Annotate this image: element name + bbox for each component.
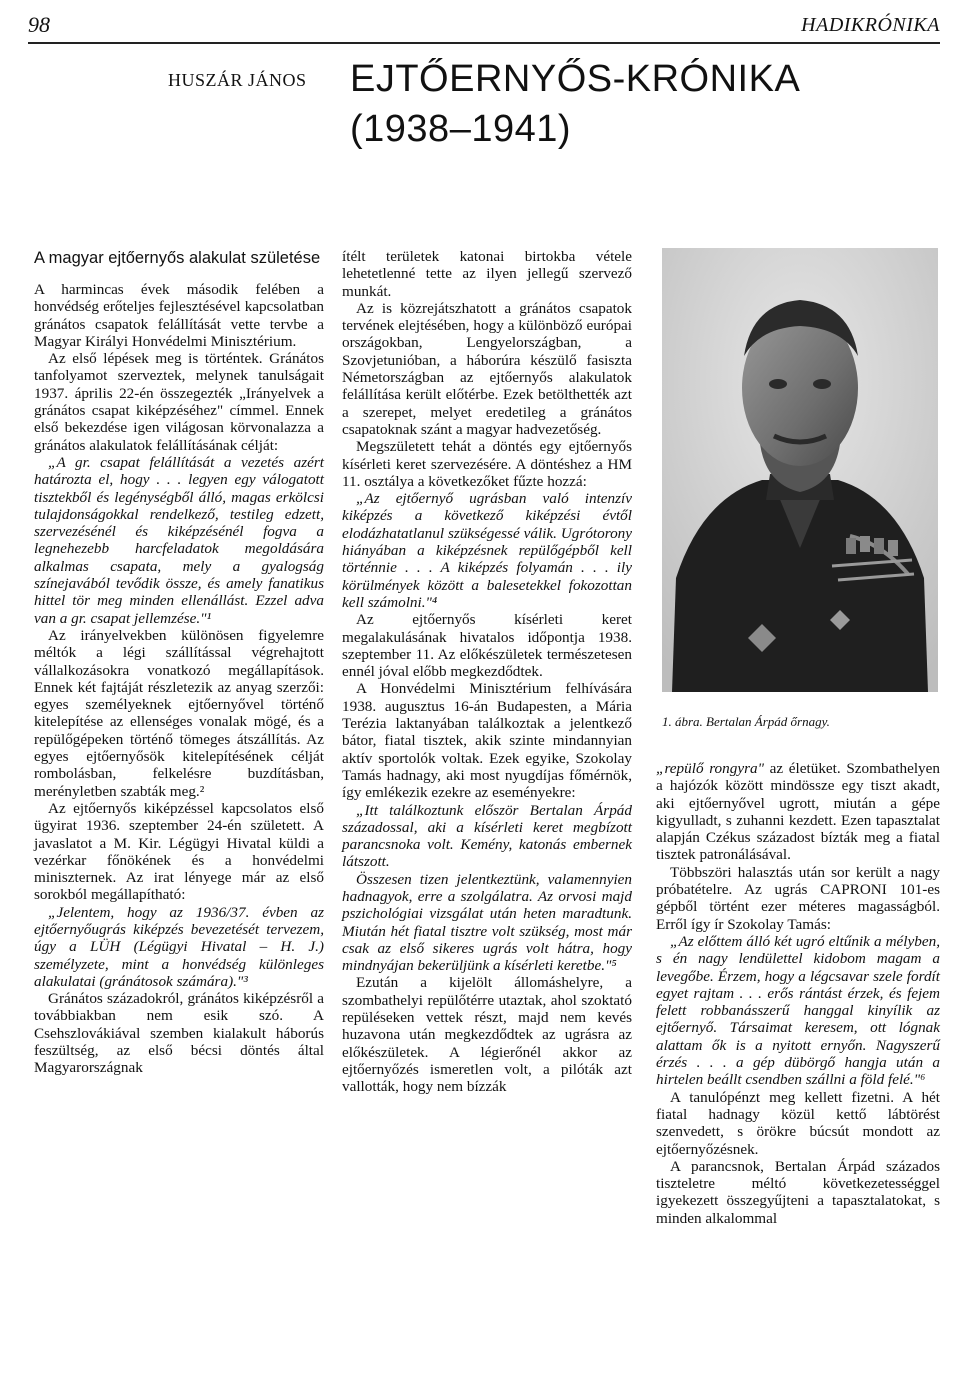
paragraph: Az irányelvekben különösen figyelemre méltók a légi szállítással végrehajtott vállalkozásokra vonatkozó megállapítások. Ennek két fajtáját részletezik az anyag szerzői: egyes személyeknek ejtőernyővel történő kitelepítése az ellenséges vonalak mögé, és a repülőgépeken történő tömeges átszállítás. Az egyes ejtőernyősök kitelepítésének célját rombolásban, felkelésre buzdításban, merényletben szabták meg.² [34,626,324,800]
paragraph: Az ejtőernyős kísérleti keret megalakulásának hivatalos időpontja 1938. szeptember 11. Az előkészületek természetesen ennél jóval előbb megkezdődtek. [342,611,632,681]
portrait-illustration [662,248,938,692]
paragraph: Az ejtőernyős kiképzéssel kapcsolatos első ügyirat 1936. szeptember 24-én született. A javaslatot a M. Kir. Légügyi Hivatal küldi a vezérkar főnökének és a honvédelmi miniszternek. Az irat lényege már az első sorokból megállapítható: [34,799,324,904]
quotation: Összesen tizen jelentkeztünk, valamennyien hadnagyok, erre a szolgálatra. Az orvosi majd pszichológiai vizsgálat után heten maradtunk. Miután hét fiatal tisztre volt szükség, most már csak az első sikeres ugrás volt hátra, hogy mindnyájan bekerüljünk a kísérleti keretbe."⁵ [342,870,632,975]
quotation: „Jelentem, hogy az 1936/37. évben az ejtőernyőugrás kiképzés bevezetését tervezem, úgy a LÜH (Légügyi Hivatal – H. J.) személyzete, mint a honvédség különleges alakulatai (gránátosok számára)."³ [34,903,324,990]
paragraph: A Honvédelmi Minisztérium felhívására 1938. augusztus 16-án Budapesten, a Mária Terézia laktanyában találkoztak a jelentkező bátor, fiatal tisztek, akik szinte mindannyian aktív sportolók voltak. Ezek egyike, Szokolay Tamás hadnagy, aki most nyugdíjas főmérnök, így emlékezik ezekre az eseményekre: [342,680,632,802]
photo-caption: 1. ábra. Bertalan Árpád őrnagy. [662,714,830,729]
paragraph: A harmincas évek második felében a honvédség erőteljes fejlesztésével kapcsolatban gránátos csapatok felállítását vette tervbe a Magyar Királyi Honvédelmi Minisztérium. [34,281,324,350]
paragraph: A tanulópénzt meg kellett fizetni. A hét fiatal hadnagy közül kettő lábtörést szenvedett, s örökre búcsút mondott az ejtőernyőzésnek. [656,1088,940,1158]
article-title-line-1: EJTŐERNYŐS-KRÓNIKA [350,58,801,100]
paragraph: A parancsnok, Bertalan Árpád százados tiszteletre méltó következetességgel igyekezett összegyűjteni a tapasztalatokat, s minden alkalommal [656,1157,940,1227]
quotation: „A gr. csapat felállítását a vezetés azért határozta el, hogy . . . legyen egy válogatott tisztekből és legénységből álló, magas erkölcsi tulajdonságokkal rendelkező, testileg edzett, szervezésénél és kiképzésénél fogva a legnehezebb harcfeladatok megoldására alkalmas csapata, mely a gyalogság színejavából tevődik össze, és amely fanatikus hittel tör meg minden ellenállást. Ezzel adva van a gr. csapat jellemzése."¹ [34,453,324,627]
paragraph: Ezután a kijelölt állomáshelyre, a szombathelyi repülőtérre utaztak, ahol szoktató repüléseken vettek részt, majd nem kevés huzavona után megkezdődtek az ugrásra az előkészületek. A légierőnél akkor az ejtőernyőzés ismeretlen volt, a pilóták azt vallották, hogy nem bízzák [342,974,632,1096]
paragraph: ítélt területek katonai birtokba vétele lehetetlenné tette az ilyen jellegű szervező munkát. [342,248,632,300]
quotation: „Az előttem álló két ugró eltűnik a mélyben, s én nagy lendülettel kidobom magam a levegőbe. Érzem, hogy a légcsavar szele fordít egyet rajtam . . . erős rántást érzek, és fejem felett robbanásszerű hanggal kinyílik az ejtőernyő. Társaimat keresem, ott lógnak alattam ők is a nyitott ernyőn. Nagyszerű érzés . . . a gép dübörgő hangja után a hirtelen beállt csendben szállni a föld felé."⁶ [656,932,940,1089]
quotation: „Itt találkoztunk először Bertalan Árpád századossal, aki a kísérleti keret megbízott parancsnoka volt. Kemény, katonás embernek látszott. [342,801,632,871]
page-number: 98 [28,12,50,37]
text-column-1 [34,248,324,1077]
inline-quote: „repülő rongyra" [656,760,764,777]
article-title [350,54,930,154]
article-title-line-2: (1938–1941) [350,108,572,150]
quotation: „Az ejtőernyő ugrásban való intenzív kiképzés a következő kiképzési évtől elodázhatatlanul szükségessé válik. Ugrótorony hiányában a kiképzésnek repülőgépből kell történnie . . . A kiképzés folyamán . . . ily körülmények között a balesetekkel fokozottan kell számolni."⁴ [342,490,632,611]
paragraph: Megszületett tehát a döntés egy ejtőernyős kísérleti keret szervezésére. A döntéshez a HM 11. osztálya a következőket fűzte hozzá: [342,438,632,490]
portrait-photo [662,248,938,692]
section-heading: A magyar ejtőernyős alakulat születése [34,249,321,267]
journal-title: HADIKRÓNIKA [801,14,940,36]
paragraph [656,760,940,864]
paragraph: Az is közrejátszhatott a gránátos csapatok tervének elejtésében, hogy a különböző európai országokban, Lengyelországban, a Szovjetunióban, a háborúra készülő fasiszta Németországban az ejtőernyős alakulatok felállítása került előtérbe. Ezek betölthették azt a szerepet, melyet eredetileg a gránátos csapatoknak szánt a magyar hadvezetőség. [342,299,632,438]
text-column-3 [656,760,940,1227]
paragraph: Az első lépések meg is történtek. Gránátos tanfolyamot szerveztek, melynek tanulságait 1937. április 22-én összegezték „Irányelvek a gránátos csapat kiképzéséhez" címmel. Ennek első bekezdése igen világosan körvonalazza a gránátos alakulatok felállításának célját: [34,350,324,454]
author-name: HUSZÁR JÁNOS [168,70,307,90]
text-column-2 [342,248,632,1096]
paragraph-text: az életüket. Szombathelyen a hajózók között mindössze egy tiszt akadt, aki ejtőernyővel ugrott, miután a gépe kigyulladt, s zuhanni kezdett. Ezen tapasztalat alapján Czékus századost bízták meg a fiatal tisztek patronálásával. [656,760,940,864]
paragraph: Gránátos századokról, gránátos kiképzésről a továbbiakban nem esik szó. A Csehszlovákiával szemben kialakult háborús feszültség, az első bécsi döntés által Magyarországnak [34,990,324,1077]
paragraph: Többszöri halasztás után sor került a nagy próbatételre. Az ugrás CAPRONI 101-es gépből történt ezer méteres magasságból. Erről így ír Szokolay Tamás: [656,863,940,933]
running-header [28,8,940,44]
